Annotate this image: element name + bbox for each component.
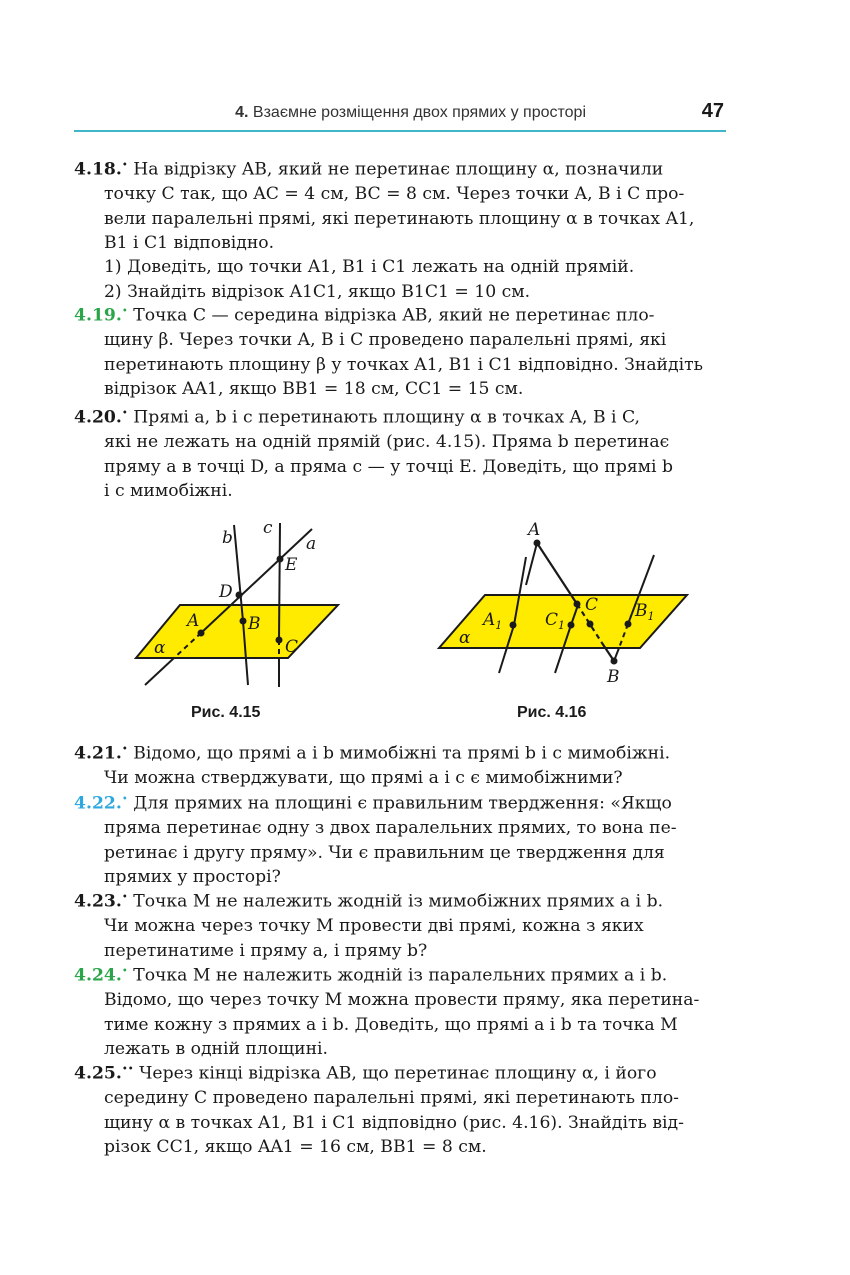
section-number: 4.: [235, 104, 249, 121]
point-B1: [625, 621, 632, 628]
problem-line: [74, 300, 726, 328]
problem-line: точку C так, що AC = 4 см, BC = 8 см. Через точки A, B і C про-: [104, 184, 685, 205]
problem-text: Точка M не належить жодній із мимобіжних прямих a і b.: [133, 891, 664, 912]
label-alpha: α: [459, 628, 471, 648]
section-title-text: Взаємне розміщення двох прямих у просторі: [252, 104, 586, 121]
problem-line: перетинатиме і пряму a, і пряму b?: [104, 940, 428, 961]
problem-line: Чи можна стверджувати, що прямі a і c є мимобіжними?: [104, 768, 623, 789]
plane-alpha: [136, 605, 338, 658]
problem-number: 4.22.: [74, 793, 122, 814]
point-A1: [510, 622, 517, 629]
problem-line: [74, 960, 726, 988]
problem-line: [74, 886, 726, 914]
difficulty-mark: •: [121, 966, 128, 977]
problem-text: Прямі a, b і c перетинають площину α в точках A, B і C,: [133, 407, 641, 428]
section-title: [235, 104, 586, 122]
problem-text: На відрізку AB, який не перетинає площину α, позначили: [133, 159, 664, 180]
label-C1: $C_1$: [545, 610, 566, 632]
problem-number: 4.19.: [74, 305, 122, 326]
problem-line: Відомо, що через точку M можна провести пряму, яка перетина-: [104, 990, 700, 1011]
problem-line: B1 і C1 відповідно.: [104, 232, 275, 253]
label-A: A: [187, 611, 200, 631]
problem-4-25: [74, 1058, 726, 1159]
line-c: [279, 523, 280, 640]
difficulty-mark: •: [121, 794, 128, 805]
problem-text: Через кінці відрізка AB, що перетинає площину α, і його: [139, 1063, 657, 1084]
problem-line: [74, 738, 726, 766]
problem-line: Чи можна через точку M провести дві прямі, кожна з яких: [104, 916, 644, 937]
problem-line: 2) Знайдіть відрізок A1C1, якщо B1C1 = 10 см.: [104, 281, 531, 302]
page-header: [74, 96, 726, 132]
figure-4-15: [130, 515, 350, 695]
problem-4-21: [74, 738, 726, 791]
label-E: E: [285, 555, 298, 575]
label-b: b: [222, 528, 233, 548]
problem-line: пряму a в точці D, а пряма c — у точці E. Доведіть, що прямі b: [104, 456, 673, 477]
problem-number: 4.23.: [74, 891, 122, 912]
problem-text: Для прямих на площині є правильним твердження: «Якщо: [133, 793, 672, 814]
problem-line: різок CC1, якщо AA1 = 16 см, BB1 = 8 см.: [104, 1136, 487, 1157]
point-C: [574, 601, 581, 608]
problem-4-22: [74, 788, 726, 889]
problem-number: 4.21.: [74, 743, 122, 764]
line-a-lower: [145, 658, 174, 685]
problem-4-18: [74, 154, 726, 304]
problem-number: 4.20.: [74, 407, 122, 428]
difficulty-mark: ••: [121, 1064, 134, 1075]
problem-line: пряма перетинає одну з двох паралельних прямих, то вона пе-: [104, 818, 677, 839]
label-C: C: [585, 595, 599, 615]
problem-number: 4.18.: [74, 159, 122, 180]
difficulty-mark: •: [121, 744, 128, 755]
point-E: [277, 556, 284, 563]
figure-4-16: [435, 515, 695, 695]
problem-text: Відомо, що прямі a і b мимобіжні та прямі b і c мимобіжні.: [133, 743, 671, 764]
page-number: 47: [701, 100, 724, 122]
segment-A-side: [526, 543, 537, 585]
label-a: a: [306, 534, 317, 554]
label-D: D: [219, 582, 233, 602]
label-B1: $B_1$: [635, 601, 655, 623]
label-A: A: [528, 520, 541, 540]
difficulty-mark: •: [121, 892, 128, 903]
problem-line: вели паралельні прямі, які перетинають площину α в точках A1,: [104, 208, 695, 229]
problem-text: Точка C — середина відрізка AB, який не перетинає пло-: [133, 305, 655, 326]
point-B: [240, 618, 247, 625]
problem-4-24: [74, 960, 726, 1061]
problem-4-19: [74, 300, 726, 401]
point-C1: [568, 622, 575, 629]
caption-4-15: Рис. 4.15: [191, 704, 261, 721]
problem-line: і c мимобіжні.: [104, 480, 233, 501]
problem-line: щину β. Через точки A, B і C проведено паралельні прямі, які: [104, 330, 667, 351]
label-C: C: [285, 637, 299, 657]
problem-line: прямих у просторі?: [104, 866, 281, 887]
point-B: [611, 658, 618, 665]
problem-line: перетинають площину β у точках A1, B1 і C1 відповідно. Знайдіть: [104, 354, 703, 375]
problem-line: [74, 788, 726, 816]
difficulty-mark: •: [121, 160, 128, 171]
point-A: [534, 540, 541, 547]
label-alpha: α: [154, 638, 166, 658]
problem-line: [74, 1058, 726, 1086]
problem-line: які не лежать на одній прямій (рис. 4.15). Пряма b перетинає: [104, 432, 670, 453]
problem-number: 4.24.: [74, 965, 122, 986]
problem-line: лежать в одній площині.: [104, 1038, 328, 1059]
difficulty-mark: •: [121, 306, 128, 317]
problem-text: Точка M не належить жодній із паралельних прямих a і b.: [133, 965, 668, 986]
problem-line: [74, 154, 726, 182]
problem-4-23: [74, 886, 726, 963]
problem-line: 1) Доведіть, що точки A1, B1 і C1 лежать на одній прямій.: [104, 257, 635, 278]
problem-line: середину C проведено паралельні прямі, які перетинають пло-: [104, 1088, 679, 1109]
problem-line: [74, 402, 726, 430]
label-c: c: [263, 518, 273, 538]
problem-4-20: [74, 402, 726, 503]
label-B: B: [248, 614, 261, 634]
point-D: [236, 592, 243, 599]
problem-line: ретинає і другу пряму». Чи є правильним це твердження для: [104, 842, 665, 863]
problem-number: 4.25.: [74, 1063, 122, 1084]
problem-line: тиме кожну з прямих a і b. Доведіть, що прямі a і b та точка M: [104, 1014, 678, 1035]
problem-line: щину α в точках A1, B1 і C1 відповідно (рис. 4.16). Знайдіть від-: [104, 1112, 684, 1133]
caption-4-16: Рис. 4.16: [517, 704, 587, 721]
difficulty-mark: •: [121, 408, 128, 419]
label-B: B: [607, 667, 620, 687]
point-mid: [587, 621, 594, 628]
point-C: [276, 637, 283, 644]
problem-line: відрізок AA1, якщо BB1 = 18 см, CC1 = 15 см.: [104, 378, 524, 399]
label-A1: $A_1$: [483, 610, 503, 632]
